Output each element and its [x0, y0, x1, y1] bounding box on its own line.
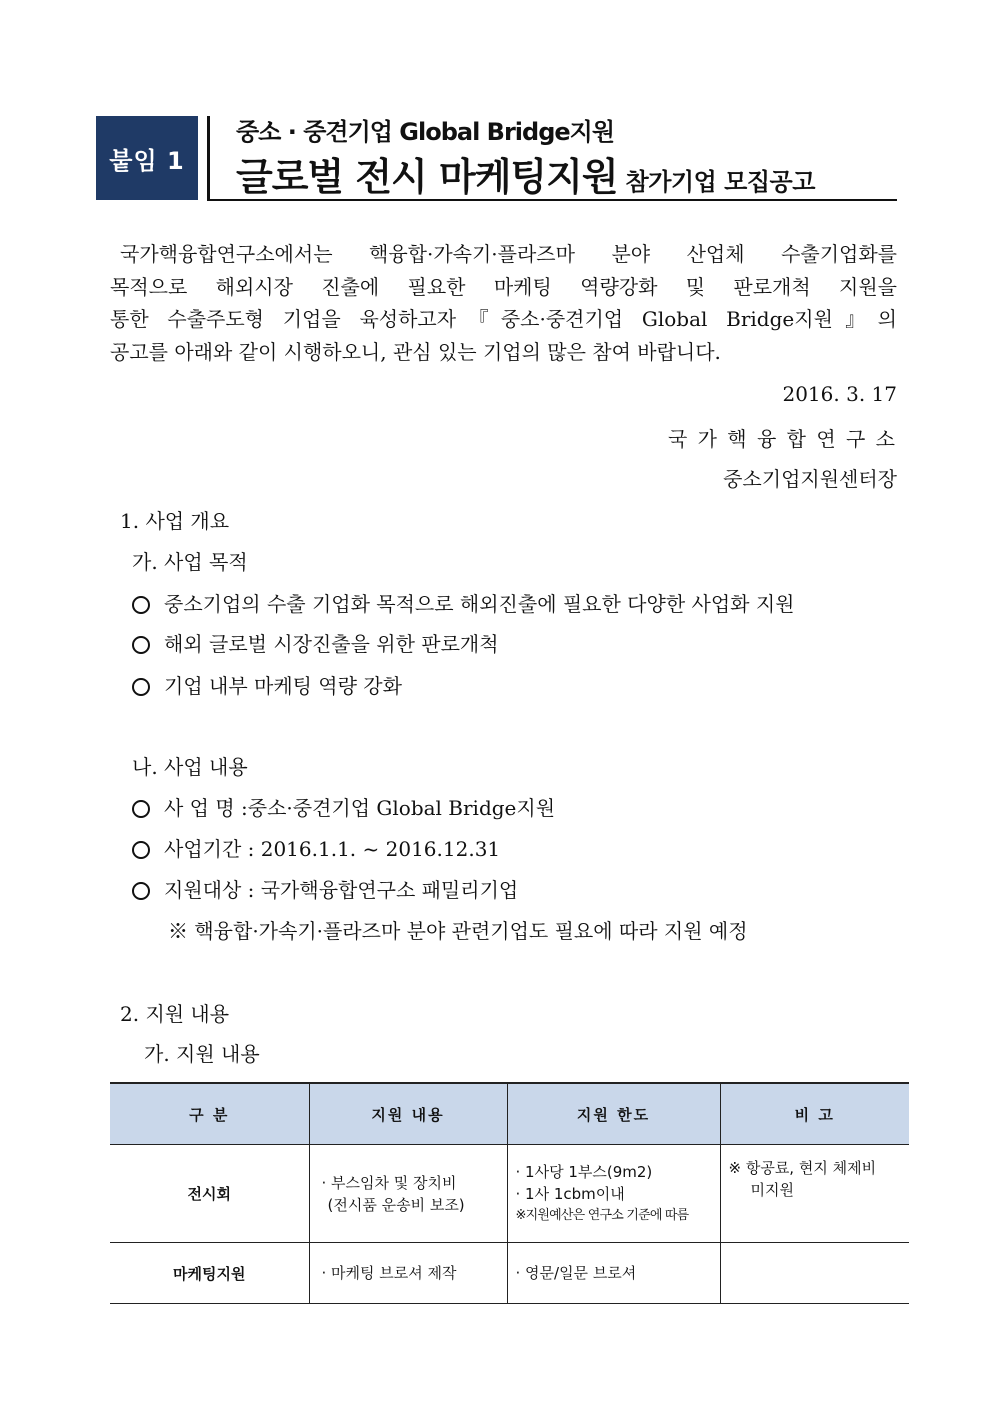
section1a-heading: 가. 사업 목적	[132, 550, 248, 574]
table-cell-category: 마케팅지원	[110, 1243, 309, 1304]
section1b-heading: 나. 사업 내용	[132, 755, 248, 779]
cell-line: ※ 항공료, 현지 체제비	[728, 1159, 877, 1177]
table-header-category: 구 분	[110, 1083, 309, 1145]
section2a-heading: 가. 지원 내용	[144, 1042, 260, 1066]
purpose-item-text: 해외 글로벌 시장진출을 위한 판로개척	[164, 632, 499, 656]
table-cell-category: 전시회	[110, 1145, 309, 1243]
purpose-item-text: 중소기업의 수출 기업화 목적으로 해외진출에 필요한 다양한 사업화 지원	[164, 592, 795, 616]
content-item-text: 사 업 명 :중소·중견기업 Global Bridge지원	[164, 796, 556, 820]
cell-line: ※지원예산은 연구소 기준에 따름	[515, 1207, 689, 1223]
circle-bullet-icon	[132, 841, 150, 859]
content-item-text: 사업기간 : 2016.1.1. ~ 2016.12.31	[164, 837, 501, 861]
table-header-limit: 지원 한도	[507, 1083, 720, 1145]
cell-line: · 1사당 1부스(9m2)	[515, 1162, 653, 1181]
table-row	[110, 1145, 909, 1243]
announcement-date: 2016. 3. 17	[782, 382, 897, 406]
organization-name: 국 가 핵 융 합 연 구 소	[667, 427, 897, 451]
table-cell-note	[720, 1243, 909, 1304]
cell-line: · 부스임차 및 장치비	[321, 1173, 457, 1192]
cell-line: · 마케팅 브로셔 제작	[321, 1264, 457, 1282]
attachment-badge: 붙임 1	[96, 116, 198, 200]
cell-line: · 영문/일문 브로셔	[515, 1264, 637, 1282]
purpose-item-text: 기업 내부 마케팅 역량 강화	[164, 674, 402, 698]
cell-line: (전시품 운송비 보조)	[327, 1195, 465, 1214]
table-header-content: 지원 내용	[309, 1083, 507, 1145]
purpose-item	[132, 628, 499, 657]
document-title	[236, 154, 815, 205]
table-cell-content	[309, 1145, 507, 1243]
cell-line: 미지원	[750, 1181, 794, 1199]
title-divider-vertical	[207, 116, 210, 200]
content-item	[132, 833, 500, 862]
title-main: 글로벌 전시 마케팅지원	[236, 155, 618, 199]
table-cell-content	[309, 1243, 507, 1304]
support-table	[110, 1082, 909, 1304]
section2-heading: 2. 지원 내용	[120, 1002, 230, 1026]
table-cell-limit	[507, 1243, 720, 1304]
intro-line: 국가핵융합연구소에서는 핵융합·가속기·플라즈마 분야 산업체 수출기업화를	[120, 242, 897, 266]
purpose-item	[132, 670, 402, 699]
section1-heading: 1. 사업 개요	[120, 509, 230, 533]
content-item	[132, 792, 555, 821]
intro-line: 통한 수출주도형 기업을 육성하고자『중소·중견기업 Global Bridge지원』의	[110, 307, 897, 331]
circle-bullet-icon	[132, 596, 150, 614]
purpose-item	[132, 588, 794, 617]
content-note: ※ 핵융합·가속기·플라즈마 분야 관련기업도 필요에 따라 지원 예정	[168, 919, 748, 943]
circle-bullet-icon	[132, 636, 150, 654]
intro-line: 공고를 아래와 같이 시행하오니, 관심 있는 기업의 많은 참여 바랍니다.	[110, 339, 721, 364]
table-cell-limit	[507, 1145, 720, 1243]
content-item-text: 지원대상 : 국가핵융합연구소 패밀리기업	[164, 878, 519, 902]
table-cell-note	[720, 1145, 909, 1243]
table-row	[110, 1243, 909, 1304]
table-header-note: 비 고	[720, 1083, 909, 1145]
signer-title: 중소기업지원센터장	[723, 467, 897, 491]
document-subtitle: 중소 · 중견기업 Global Bridge지원	[236, 118, 615, 146]
table-header-row	[110, 1083, 909, 1145]
intro-line: 목적으로 해외시장 진출에 필요한 마케팅 역량강화 및 판로개척 지원을	[110, 274, 897, 299]
title-suffix: 참가기업 모집공고	[625, 168, 815, 196]
circle-bullet-icon	[132, 800, 150, 818]
circle-bullet-icon	[132, 882, 150, 900]
intro-paragraph	[110, 238, 897, 368]
cell-line: · 1사 1cbm이내	[515, 1184, 625, 1203]
content-item	[132, 874, 518, 903]
circle-bullet-icon	[132, 678, 150, 696]
